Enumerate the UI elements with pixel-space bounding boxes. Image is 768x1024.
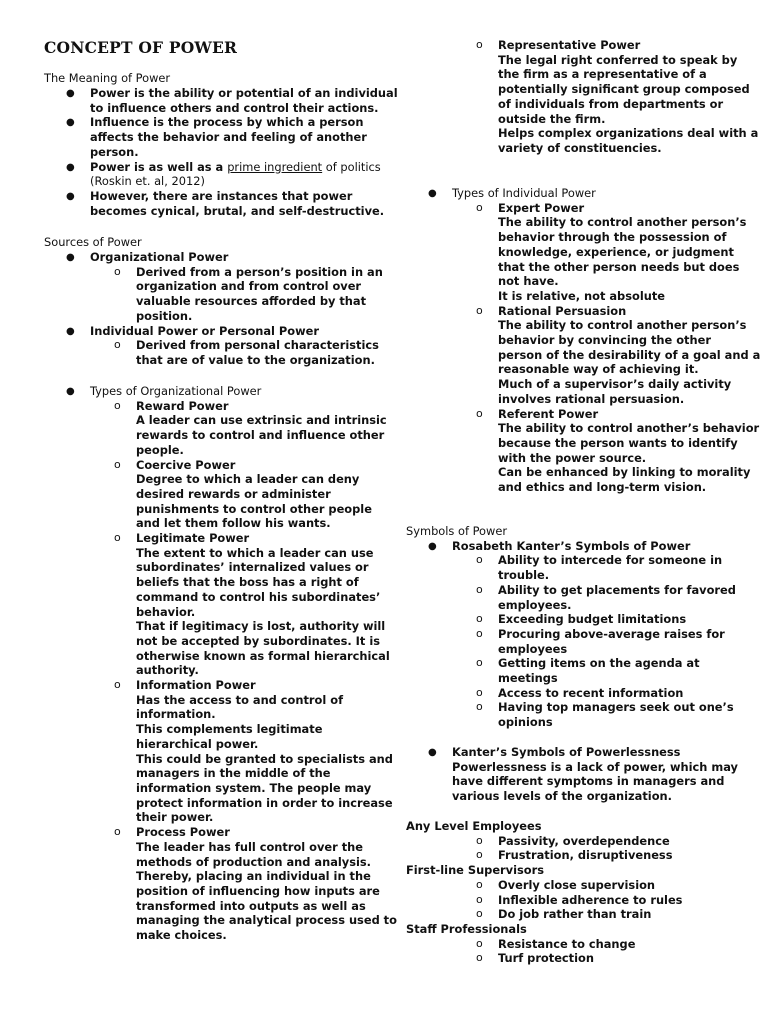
bullet-icon: ●	[66, 88, 75, 99]
circle-bullet-icon: o	[114, 531, 121, 545]
list-item: ● Power is the ability or potential of an individual to influence others and control their actions.	[66, 86, 398, 115]
levels-section	[406, 819, 746, 966]
circle-bullet-icon: o	[476, 553, 483, 567]
list-item: o Ability to get placements for favored employees.	[476, 582, 736, 612]
circle-bullet-icon: o	[476, 892, 483, 906]
list-item: ● Rosabeth Kanter’s Symbols of Power	[428, 538, 691, 553]
list-item: ● Power is as well as a prime ingredient of politics (Roskin et. al, 2012)	[66, 159, 381, 189]
bullet-icon: ●	[66, 190, 75, 202]
circle-bullet-icon: o	[476, 612, 483, 626]
list-item: o Frustration, disruptiveness	[476, 848, 673, 863]
level-heading: Staff Professionals	[406, 921, 527, 936]
list-item: o Derived from a person’s position in an organization and from control over valuable resources afforded by that position.	[114, 264, 383, 323]
bullet-icon: ●	[66, 161, 75, 173]
level-heading: Any Level Employees	[406, 819, 542, 833]
page-title: CONCEPT OF POWER	[44, 38, 238, 57]
list-item: o Overly close supervision	[476, 877, 656, 892]
circle-bullet-icon: o	[476, 951, 483, 965]
circle-bullet-icon: o	[476, 38, 483, 51]
circle-bullet-icon: o	[476, 303, 483, 317]
bullet-icon: ●	[66, 325, 75, 337]
circle-bullet-icon: o	[476, 833, 483, 847]
meaning-heading: The Meaning of Power	[44, 71, 171, 85]
circle-bullet-icon: o	[476, 626, 483, 640]
meaning-list	[44, 86, 398, 218]
bullet-icon: ●	[428, 747, 437, 758]
circle-bullet-icon: o	[114, 398, 121, 412]
list-item: o Access to recent information	[476, 685, 684, 700]
circle-bullet-icon: o	[476, 406, 483, 420]
reward-power-item: o Reward Power A leader can use extrinsic and intrinsic rewards to control and influence other people.	[114, 398, 387, 457]
bullet-icon: ●	[66, 117, 75, 129]
circle-bullet-icon: o	[476, 582, 483, 596]
referent-power-item: o Referent Power The ability to control another’s behavior because the person wants to identify with the power source. Can be enhanced by linking to morality and ethics and long-term vision.	[476, 406, 760, 495]
list-item: o Turf protection	[476, 951, 594, 966]
circle-bullet-icon: o	[476, 936, 483, 950]
symbols-heading: Symbols of Power	[406, 524, 508, 538]
circle-bullet-icon: o	[114, 264, 121, 278]
sources-list	[44, 250, 383, 368]
ind-types-section	[406, 186, 761, 495]
circle-bullet-icon: o	[476, 907, 483, 921]
coercive-power-item: o Coercive Power Degree to which a leader can deny desired rewards or administer punishments to control other people and let them follow his wants.	[114, 457, 372, 531]
list-item: o Procuring above-average raises for employees	[476, 626, 725, 656]
list-item: o Having top managers seek out one’s opinions	[476, 700, 734, 730]
bullet-icon: ●	[428, 540, 437, 552]
circle-bullet-icon: o	[476, 700, 483, 714]
list-item: ● Types of Individual Power	[428, 186, 596, 200]
list-item: ● However, there are instances that power becomes cynical, brutal, and self-destructive.	[66, 188, 385, 218]
list-item: o Derived from personal characteristics that are of value to the organization.	[114, 338, 379, 367]
org-types-section	[44, 384, 397, 943]
list-item: o Resistance to change	[476, 936, 636, 951]
powerlessness-section	[406, 745, 746, 804]
circle-bullet-icon: o	[476, 200, 483, 214]
symbols-section	[406, 524, 746, 730]
circle-bullet-icon: o	[476, 877, 483, 891]
representative-power-item	[406, 38, 759, 156]
expert-power-item: o Expert Power The ability to control another person’s behavior through the possession of knowledge, experience, or judgment that the other person needs but does not have. It is relative, not absolute	[476, 200, 747, 303]
circle-bullet-icon: o	[114, 825, 121, 839]
list-item: o Ability to intercede for someone in trouble.	[476, 553, 723, 583]
rational-persuasion-item: o Rational Persuasion The ability to control another person’s behavior by convincing the other person of the desirability of a goal and a reasonable way of achieving it. Much of a supervisor’s daily activity involves rational persuasion.	[476, 303, 761, 406]
circle-bullet-icon: o	[114, 338, 121, 352]
circle-bullet-icon: o	[476, 848, 483, 862]
bullet-icon: ●	[66, 386, 75, 397]
list-item: o Representative Power The legal right conferred to speak by the firm as a representative of a potentially significant group composed of individuals from departments or outside the firm. Helps complex organizations deal with a variety of constituencies.	[476, 38, 759, 155]
sources-heading: Sources of Power	[44, 235, 142, 249]
level-heading: First-line Supervisors	[406, 863, 545, 878]
list-item: o Getting items on the agenda at meetings	[476, 656, 700, 686]
information-power-item: o Information Power Has the access to and control of information. This complements legitimate hierarchical power. This could be granted to specialists and managers in the middle of the information system. The people may protect information in order to increase their power.	[114, 678, 393, 825]
list-item: o Do job rather than train	[476, 907, 652, 922]
bullet-icon: ●	[428, 188, 437, 199]
legitimate-power-item: o Legitimate Power The extent to which a leader can use subordinates’ internalized values or beliefs that the boss has a right of command to control his subordinates’ behavior. That if legitimacy is lost, authority will not be accepted by subordinates. It is otherwise known as formal hierarchical authority.	[114, 531, 390, 678]
circle-bullet-icon: o	[476, 685, 483, 699]
list-item: o Exceeding budget limitations	[476, 612, 687, 627]
list-item: ● Influence is the process by which a person affects the behavior and feeling of another person.	[66, 115, 367, 159]
list-item: ● Individual Power or Personal Power	[66, 323, 319, 338]
list-item: ● Organizational Power	[66, 250, 229, 264]
list-item: ● Types of Organizational Power	[66, 384, 262, 398]
circle-bullet-icon: o	[114, 678, 121, 692]
list-item: o Passivity, overdependence	[476, 833, 670, 848]
circle-bullet-icon: o	[476, 656, 483, 670]
list-item: ● Kanter’s Symbols of Powerlessness Powerlessness is a lack of power, which may have different symptoms in managers and various levels of the organization.	[428, 745, 738, 804]
list-item: o Inflexible adherence to rules	[476, 892, 683, 907]
circle-bullet-icon: o	[114, 457, 121, 471]
bullet-icon: ●	[66, 252, 75, 263]
process-power-item: o Process Power The leader has full control over the methods of production and analysis. Thereby, placing an individual in the position of influencing how inputs are transformed into outputs as well as managing the analytical process used to make choices.	[114, 825, 397, 943]
